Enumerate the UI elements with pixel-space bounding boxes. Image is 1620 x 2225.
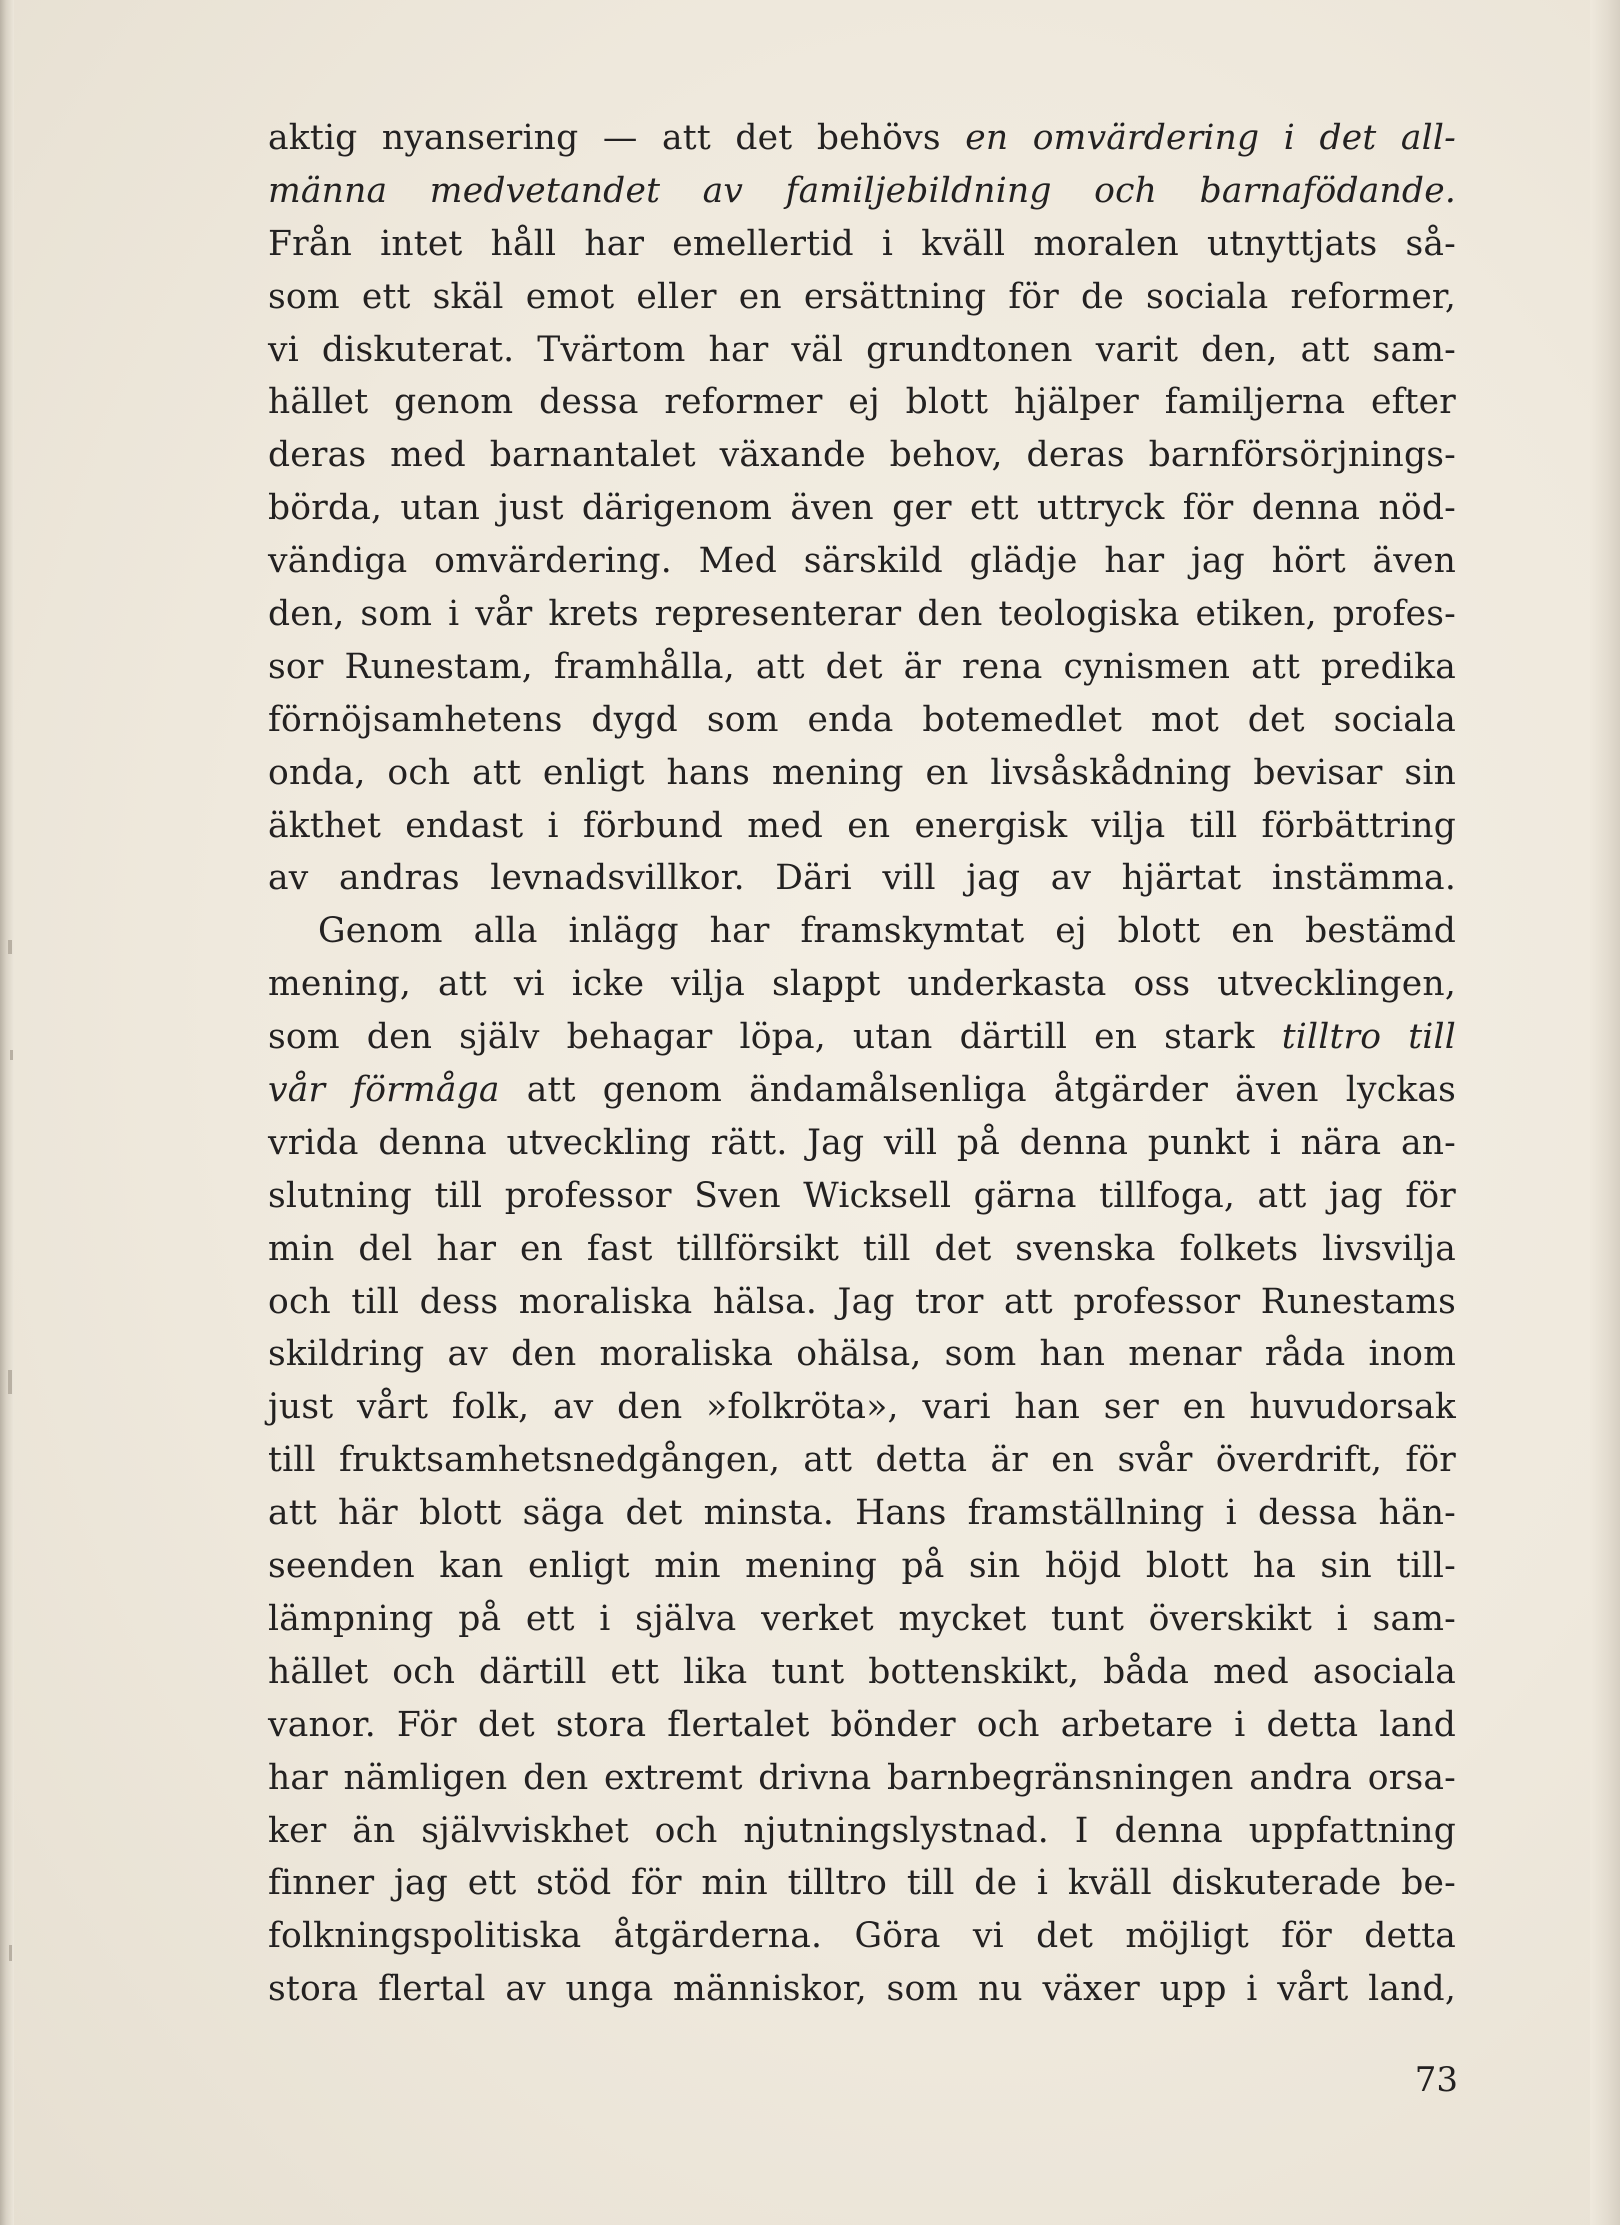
- text-segment: mening, att vi icke vilja slappt underkasta oss utvecklingen,: [268, 964, 1456, 1005]
- text-line: [268, 1540, 1456, 1593]
- text-line: [268, 535, 1456, 588]
- text-line: [268, 1752, 1456, 1805]
- text-segment: folkningspolitiska åtgärderna. Göra vi det möjligt för detta: [268, 1916, 1456, 1957]
- text-line: [268, 218, 1456, 271]
- text-segment: finner jag ett stöd för min tilltro till de i kväll diskuterade be-: [268, 1863, 1456, 1904]
- text-line: [268, 747, 1456, 800]
- text-segment: vrida denna utveckling rätt. Jag vill på denna punkt i nära an-: [268, 1122, 1456, 1163]
- italic-text: tilltro till: [1281, 1017, 1456, 1058]
- text-segment: vanor. För det stora flertalet bönder och arbetare i detta land: [268, 1704, 1456, 1745]
- text-segment: att här blott säga det minsta. Hans framställning i dessa hän-: [268, 1493, 1456, 1534]
- text-line: [268, 1593, 1456, 1646]
- text-segment: lämpning på ett i själva verket mycket tunt överskikt i sam-: [268, 1598, 1456, 1639]
- text-line: [268, 1857, 1456, 1910]
- text-line: [268, 482, 1456, 535]
- page-number: 73: [1414, 2060, 1458, 2100]
- text-line: [268, 588, 1456, 641]
- text-segment: seenden kan enligt min mening på sin höjd blott ha sin till-: [268, 1546, 1456, 1587]
- edge-speck: [8, 940, 12, 954]
- text-segment: onda, och att enligt hans mening en livsåskådning bevisar sin: [268, 752, 1456, 793]
- page-binding-edge: [0, 0, 14, 2225]
- text-segment: deras med barnantalet växande behov, deras barnförsörjnings-: [268, 435, 1456, 476]
- text-segment: Från intet håll har emellertid i kväll moralen utnyttjats så-: [268, 223, 1456, 264]
- text-line: [268, 429, 1456, 482]
- text-segment: slutning till professor Sven Wicksell gärna tillfoga, att jag för: [268, 1175, 1456, 1216]
- text-line: [268, 800, 1456, 853]
- text-segment: äkthet endast i förbund med en energisk vilja till förbättring: [268, 805, 1456, 846]
- text-segment: den, som i vår krets representerar den teologiska etiken, profes-: [268, 594, 1456, 635]
- text-segment: av andras levnadsvillkor. Däri vill jag av hjärtat instämma.: [268, 858, 1456, 899]
- text-line: [268, 1910, 1456, 1963]
- text-segment: Genom alla inlägg har framskymtat ej blott en bestämd: [318, 911, 1456, 952]
- text-segment: skildring av den moraliska ohälsa, som han menar råda inom: [268, 1334, 1456, 1375]
- edge-speck: [10, 1050, 13, 1060]
- text-line: [268, 1699, 1456, 1752]
- text-line: [268, 694, 1456, 747]
- text-line: [268, 958, 1456, 1011]
- text-segment: just vårt folk, av den »folkröta», vari han ser en huvudorsak: [268, 1387, 1456, 1428]
- text-segment: börda, utan just därigenom även ger ett uttryck för denna nöd-: [268, 488, 1456, 529]
- edge-speck: [9, 1945, 12, 1961]
- text-line: [268, 641, 1456, 694]
- text-segment: och till dess moraliska hälsa. Jag tror att professor Runestams: [268, 1281, 1456, 1322]
- text-line: [268, 1487, 1456, 1540]
- edge-speck: [8, 1370, 12, 1394]
- text-segment: till fruktsamhetsnedgången, att detta är en svår överdrift, för: [268, 1440, 1456, 1481]
- text-segment: aktig nyansering — att det behövs: [268, 118, 966, 158]
- text-line: [268, 271, 1456, 324]
- text-line: [268, 1011, 1456, 1064]
- text-line: [268, 1805, 1456, 1858]
- text-line: [268, 1170, 1456, 1223]
- text-line: [268, 1064, 1456, 1117]
- text-line: [268, 376, 1456, 429]
- text-line: [268, 165, 1456, 218]
- text-line: [268, 1328, 1456, 1381]
- text-segment: sor Runestam, framhålla, att det är rena cynismen att predika: [268, 646, 1456, 687]
- text-segment: vändiga omvärdering. Med särskild glädje har jag hört även: [268, 541, 1456, 582]
- text-line: [268, 1381, 1456, 1434]
- text-line: [268, 1963, 1456, 2016]
- text-segment: min del har en fast tillförsikt till det svenska folkets livsvilja: [268, 1228, 1456, 1269]
- text-segment: hället genom dessa reformer ej blott hjälper familjerna efter: [268, 382, 1456, 423]
- text-line: [268, 1223, 1456, 1276]
- text-segment: ker än självviskhet och njutningslystnad. I denna uppfattning: [268, 1810, 1456, 1851]
- text-line: [268, 112, 1456, 165]
- italic-text: vår förmåga: [268, 1070, 500, 1111]
- body-text: [268, 112, 1456, 2016]
- text-segment: att genom ändamålsenliga åtgärder även lyckas: [499, 1070, 1457, 1111]
- text-line: [268, 1646, 1456, 1699]
- text-segment: stora flertal av unga människor, som nu växer upp i vårt land,: [268, 1969, 1456, 2010]
- text-line: [268, 1434, 1456, 1487]
- text-line: [268, 905, 1456, 958]
- text-segment: vi diskuterat. Tvärtom har väl grundtonen varit den, att sam-: [268, 329, 1456, 370]
- text-segment: förnöjsamhetens dygd som enda botemedlet mot det sociala: [268, 699, 1456, 740]
- text-segment: som ett skäl emot eller en ersättning för de sociala reformer,: [268, 276, 1456, 317]
- italic-text: en omvärdering i det all-: [965, 118, 1456, 158]
- text-segment: hället och därtill ett lika tunt bottenskikt, båda med asociala: [268, 1651, 1456, 1692]
- text-segment: som den själv behagar löpa, utan därtill en stark: [268, 1017, 1282, 1058]
- text-line: [268, 1117, 1456, 1170]
- text-line: [268, 1276, 1456, 1329]
- text-line: [268, 324, 1456, 377]
- italic-text: männa medvetandet av familjebildning och barnafödande.: [268, 170, 1456, 211]
- text-segment: har nämligen den extremt drivna barnbegränsningen andra orsa-: [268, 1757, 1456, 1798]
- text-line: [268, 852, 1456, 905]
- page-right-edge: [1590, 0, 1620, 2225]
